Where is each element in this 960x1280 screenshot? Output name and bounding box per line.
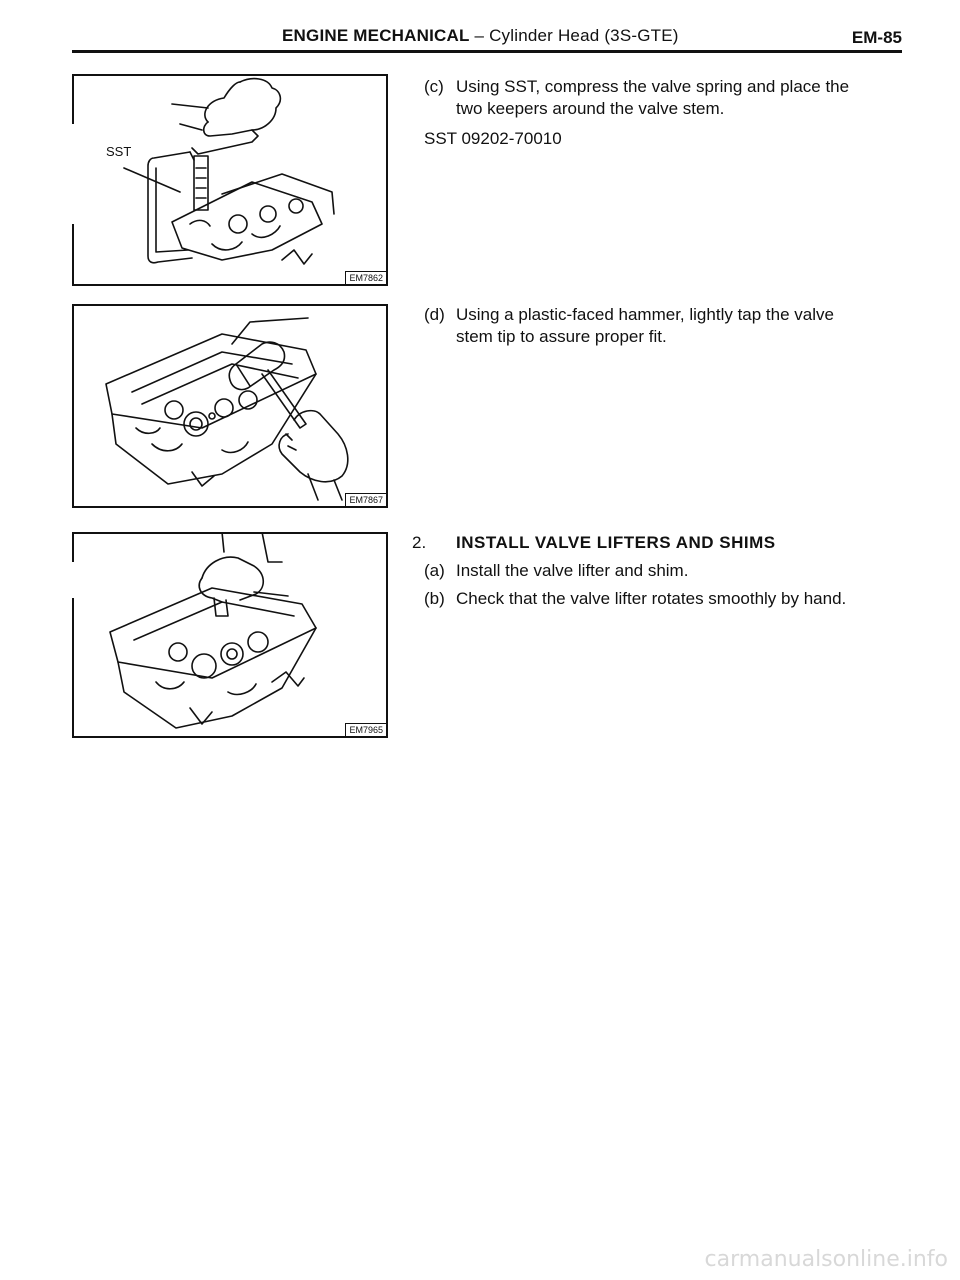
step-d-line1: Using a plastic-faced hammer, lightly tap the valve	[456, 305, 834, 324]
step-b	[412, 588, 912, 610]
sst-compress-illustration	[72, 74, 388, 286]
section-title: INSTALL VALVE LIFTERS AND SHIMS	[456, 533, 776, 552]
watermark: carmanualsonline.info	[704, 1247, 948, 1272]
section-2	[412, 532, 912, 610]
sst-label: SST	[106, 144, 132, 159]
page-number: EM-85	[851, 28, 902, 47]
step-c-line2: two keepers around the valve stem.	[456, 99, 725, 118]
step-a	[412, 560, 912, 582]
step-b-text: Check that the valve lifter rotates smoothly by hand.	[456, 589, 847, 608]
step-letter: (d)	[424, 305, 445, 324]
header-rule	[72, 50, 902, 53]
page-header	[72, 26, 902, 52]
step-letter: (c)	[424, 77, 444, 96]
install-lifters-illustration	[72, 532, 388, 738]
section-number: 2.	[412, 533, 427, 552]
sst-number: SST 09202-70010	[424, 129, 562, 148]
header-section-name: ENGINE MECHANICAL	[282, 26, 470, 45]
figure-hammer-tap	[72, 304, 388, 508]
figure-install-lifters	[72, 532, 388, 738]
header-subsection: – Cylinder Head (3S-GTE)	[469, 26, 679, 45]
step-a-text: Install the valve lifter and shim.	[456, 561, 689, 580]
figure-code: EM7867	[345, 493, 386, 506]
hammer-tap-illustration	[72, 304, 388, 508]
figure-code: EM7862	[345, 271, 386, 284]
figure-sst-compress	[72, 74, 388, 286]
header-title	[282, 26, 679, 46]
figure-code: EM7965	[345, 723, 386, 736]
step-c-line1: Using SST, compress the valve spring and place the	[456, 77, 850, 96]
step-letter: (b)	[424, 589, 445, 608]
step-d-line2: stem tip to assure proper fit.	[456, 327, 667, 346]
step-c	[424, 76, 904, 150]
step-letter: (a)	[424, 561, 445, 580]
step-d	[424, 304, 904, 348]
